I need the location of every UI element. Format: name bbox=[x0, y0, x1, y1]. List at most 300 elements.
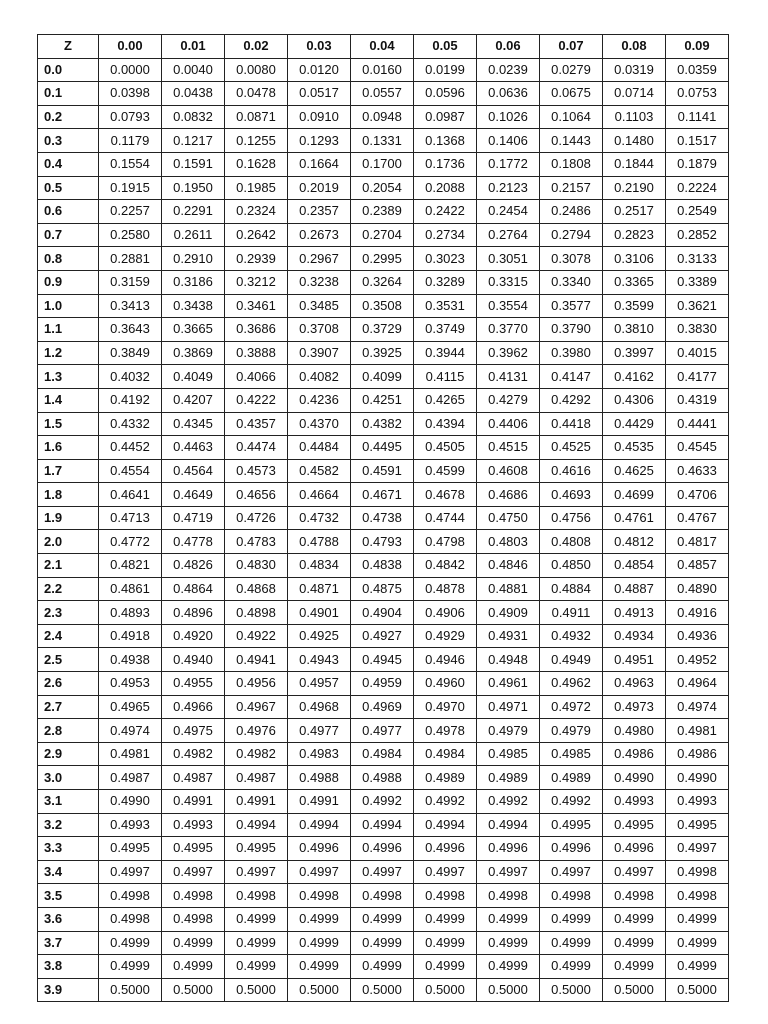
table-cell: 0.4505 bbox=[414, 436, 477, 460]
table-cell: 0.1179 bbox=[99, 129, 162, 153]
table-cell: 0.2123 bbox=[477, 176, 540, 200]
table-cell: 0.4706 bbox=[666, 483, 729, 507]
table-cell: 0.4896 bbox=[162, 601, 225, 625]
table-cell: 0.3051 bbox=[477, 247, 540, 271]
table-row bbox=[38, 247, 729, 271]
table-cell: 0.2019 bbox=[288, 176, 351, 200]
table-row bbox=[38, 978, 729, 1002]
table-cell: 0.4995 bbox=[603, 813, 666, 837]
table-cell: 0.4979 bbox=[540, 719, 603, 743]
table-cell: 0.5000 bbox=[540, 978, 603, 1002]
table-cell: 0.4999 bbox=[351, 955, 414, 979]
table-cell: 0.4370 bbox=[288, 412, 351, 436]
table-cell: 0.2764 bbox=[477, 223, 540, 247]
table-cell: 0.4962 bbox=[540, 672, 603, 696]
table-cell: 0.4998 bbox=[603, 884, 666, 908]
table-row bbox=[38, 907, 729, 931]
table-cell: 0.4616 bbox=[540, 459, 603, 483]
table-cell: 0.4890 bbox=[666, 577, 729, 601]
table-cell: 0.4992 bbox=[540, 790, 603, 814]
table-cell: 0.1700 bbox=[351, 152, 414, 176]
table-cell: 0.4959 bbox=[351, 672, 414, 696]
row-header-z: 1.0 bbox=[38, 294, 99, 318]
table-cell: 0.4932 bbox=[540, 624, 603, 648]
table-cell: 0.4999 bbox=[414, 955, 477, 979]
table-cell: 0.4767 bbox=[666, 506, 729, 530]
table-cell: 0.3186 bbox=[162, 270, 225, 294]
table-cell: 0.0239 bbox=[477, 58, 540, 82]
table-cell: 0.4495 bbox=[351, 436, 414, 460]
table-cell: 0.3554 bbox=[477, 294, 540, 318]
table-cell: 0.4999 bbox=[162, 955, 225, 979]
table-row bbox=[38, 884, 729, 908]
table-cell: 0.3531 bbox=[414, 294, 477, 318]
z-table bbox=[37, 34, 729, 1002]
table-cell: 0.4997 bbox=[99, 860, 162, 884]
table-cell: 0.4893 bbox=[99, 601, 162, 625]
table-cell: 0.4222 bbox=[225, 388, 288, 412]
table-cell: 0.2939 bbox=[225, 247, 288, 271]
row-header-z: 0.8 bbox=[38, 247, 99, 271]
table-cell: 0.4989 bbox=[540, 766, 603, 790]
table-header bbox=[38, 35, 729, 59]
table-cell: 0.4991 bbox=[162, 790, 225, 814]
row-header-z: 0.1 bbox=[38, 82, 99, 106]
table-cell: 0.0040 bbox=[162, 58, 225, 82]
table-cell: 0.2794 bbox=[540, 223, 603, 247]
table-cell: 0.4965 bbox=[99, 695, 162, 719]
table-cell: 0.0279 bbox=[540, 58, 603, 82]
table-cell: 0.1517 bbox=[666, 129, 729, 153]
table-cell: 0.2291 bbox=[162, 200, 225, 224]
table-cell: 0.4846 bbox=[477, 554, 540, 578]
table-cell: 0.1141 bbox=[666, 105, 729, 129]
table-cell: 0.2454 bbox=[477, 200, 540, 224]
column-header: 0.01 bbox=[162, 35, 225, 59]
table-cell: 0.4909 bbox=[477, 601, 540, 625]
table-cell: 0.3461 bbox=[225, 294, 288, 318]
row-header-z: 0.5 bbox=[38, 176, 99, 200]
table-cell: 0.4418 bbox=[540, 412, 603, 436]
header-row bbox=[38, 35, 729, 59]
table-cell: 0.4842 bbox=[414, 554, 477, 578]
table-cell: 0.4999 bbox=[225, 907, 288, 931]
table-cell: 0.4525 bbox=[540, 436, 603, 460]
table-cell: 0.5000 bbox=[666, 978, 729, 1002]
table-cell: 0.4997 bbox=[162, 860, 225, 884]
table-row bbox=[38, 648, 729, 672]
table-cell: 0.5000 bbox=[225, 978, 288, 1002]
row-header-z: 2.5 bbox=[38, 648, 99, 672]
table-cell: 0.4649 bbox=[162, 483, 225, 507]
table-cell: 0.4032 bbox=[99, 365, 162, 389]
table-row bbox=[38, 931, 729, 955]
table-cell: 0.0871 bbox=[225, 105, 288, 129]
table-cell: 0.4998 bbox=[477, 884, 540, 908]
table-cell: 0.3413 bbox=[99, 294, 162, 318]
table-cell: 0.4798 bbox=[414, 530, 477, 554]
table-cell: 0.5000 bbox=[162, 978, 225, 1002]
table-row bbox=[38, 294, 729, 318]
table-cell: 0.4984 bbox=[414, 742, 477, 766]
table-cell: 0.3997 bbox=[603, 341, 666, 365]
row-header-z: 2.8 bbox=[38, 719, 99, 743]
table-cell: 0.4949 bbox=[540, 648, 603, 672]
table-row bbox=[38, 436, 729, 460]
table-cell: 0.4049 bbox=[162, 365, 225, 389]
table-cell: 0.2088 bbox=[414, 176, 477, 200]
table-row bbox=[38, 837, 729, 861]
table-cell: 0.0160 bbox=[351, 58, 414, 82]
table-cell: 0.4922 bbox=[225, 624, 288, 648]
table-cell: 0.5000 bbox=[351, 978, 414, 1002]
table-cell: 0.2704 bbox=[351, 223, 414, 247]
column-header: 0.08 bbox=[603, 35, 666, 59]
table-cell: 0.4979 bbox=[477, 719, 540, 743]
table-cell: 0.4474 bbox=[225, 436, 288, 460]
table-cell: 0.4207 bbox=[162, 388, 225, 412]
table-cell: 0.4192 bbox=[99, 388, 162, 412]
table-cell: 0.2642 bbox=[225, 223, 288, 247]
table-cell: 0.4441 bbox=[666, 412, 729, 436]
table-cell: 0.0987 bbox=[414, 105, 477, 129]
row-header-z: 3.7 bbox=[38, 931, 99, 955]
table-cell: 0.4968 bbox=[288, 695, 351, 719]
table-cell: 0.3643 bbox=[99, 318, 162, 342]
table-cell: 0.4382 bbox=[351, 412, 414, 436]
table-cell: 0.4850 bbox=[540, 554, 603, 578]
table-cell: 0.4854 bbox=[603, 554, 666, 578]
table-cell: 0.3106 bbox=[603, 247, 666, 271]
table-cell: 0.4699 bbox=[603, 483, 666, 507]
table-row bbox=[38, 365, 729, 389]
table-row bbox=[38, 318, 729, 342]
table-cell: 0.4967 bbox=[225, 695, 288, 719]
table-cell: 0.3599 bbox=[603, 294, 666, 318]
table-cell: 0.2389 bbox=[351, 200, 414, 224]
table-row bbox=[38, 601, 729, 625]
row-header-z: 3.0 bbox=[38, 766, 99, 790]
table-cell: 0.4452 bbox=[99, 436, 162, 460]
table-cell: 0.4999 bbox=[99, 931, 162, 955]
table-cell: 0.4999 bbox=[540, 907, 603, 931]
column-header-z: Z bbox=[38, 35, 99, 59]
table-cell: 0.4998 bbox=[162, 884, 225, 908]
table-cell: 0.4999 bbox=[540, 955, 603, 979]
table-cell: 0.4981 bbox=[99, 742, 162, 766]
table-cell: 0.4999 bbox=[666, 931, 729, 955]
table-cell: 0.4641 bbox=[99, 483, 162, 507]
table-cell: 0.4999 bbox=[603, 931, 666, 955]
table-cell: 0.4980 bbox=[603, 719, 666, 743]
table-cell: 0.4999 bbox=[666, 955, 729, 979]
table-cell: 0.3159 bbox=[99, 270, 162, 294]
table-cell: 0.3078 bbox=[540, 247, 603, 271]
table-row bbox=[38, 790, 729, 814]
table-cell: 0.3849 bbox=[99, 341, 162, 365]
table-cell: 0.4686 bbox=[477, 483, 540, 507]
table-cell: 0.3810 bbox=[603, 318, 666, 342]
table-cell: 0.4977 bbox=[288, 719, 351, 743]
table-cell: 0.4940 bbox=[162, 648, 225, 672]
row-header-z: 0.2 bbox=[38, 105, 99, 129]
table-cell: 0.4744 bbox=[414, 506, 477, 530]
table-cell: 0.4992 bbox=[351, 790, 414, 814]
table-cell: 0.4999 bbox=[225, 955, 288, 979]
table-cell: 0.4884 bbox=[540, 577, 603, 601]
table-cell: 0.3133 bbox=[666, 247, 729, 271]
row-header-z: 3.8 bbox=[38, 955, 99, 979]
table-cell: 0.5000 bbox=[477, 978, 540, 1002]
table-cell: 0.2224 bbox=[666, 176, 729, 200]
table-cell: 0.4925 bbox=[288, 624, 351, 648]
table-cell: 0.4999 bbox=[288, 931, 351, 955]
table-cell: 0.4946 bbox=[414, 648, 477, 672]
table-cell: 0.4995 bbox=[162, 837, 225, 861]
table-cell: 0.4838 bbox=[351, 554, 414, 578]
table-cell: 0.4989 bbox=[477, 766, 540, 790]
table-cell: 0.1103 bbox=[603, 105, 666, 129]
table-cell: 0.1293 bbox=[288, 129, 351, 153]
table-cell: 0.4582 bbox=[288, 459, 351, 483]
table-cell: 0.4750 bbox=[477, 506, 540, 530]
table-cell: 0.4985 bbox=[540, 742, 603, 766]
table-cell: 0.4997 bbox=[225, 860, 288, 884]
table-cell: 0.4999 bbox=[288, 955, 351, 979]
table-cell: 0.0557 bbox=[351, 82, 414, 106]
table-cell: 0.3944 bbox=[414, 341, 477, 365]
table-cell: 0.4693 bbox=[540, 483, 603, 507]
table-row bbox=[38, 58, 729, 82]
row-header-z: 2.9 bbox=[38, 742, 99, 766]
table-cell: 0.2967 bbox=[288, 247, 351, 271]
table-row bbox=[38, 577, 729, 601]
table-cell: 0.0120 bbox=[288, 58, 351, 82]
table-cell: 0.4999 bbox=[603, 955, 666, 979]
table-row bbox=[38, 554, 729, 578]
table-cell: 0.4573 bbox=[225, 459, 288, 483]
row-header-z: 3.2 bbox=[38, 813, 99, 837]
row-header-z: 0.0 bbox=[38, 58, 99, 82]
table-cell: 0.4066 bbox=[225, 365, 288, 389]
table-cell: 0.4484 bbox=[288, 436, 351, 460]
table-row bbox=[38, 813, 729, 837]
row-header-z: 0.6 bbox=[38, 200, 99, 224]
table-cell: 0.4956 bbox=[225, 672, 288, 696]
table-cell: 0.4599 bbox=[414, 459, 477, 483]
table-row bbox=[38, 506, 729, 530]
row-header-z: 1.9 bbox=[38, 506, 99, 530]
table-cell: 0.1879 bbox=[666, 152, 729, 176]
table-cell: 0.1026 bbox=[477, 105, 540, 129]
table-cell: 0.2422 bbox=[414, 200, 477, 224]
table-cell: 0.2734 bbox=[414, 223, 477, 247]
table-cell: 0.4656 bbox=[225, 483, 288, 507]
table-cell: 0.4973 bbox=[603, 695, 666, 719]
table-cell: 0.4082 bbox=[288, 365, 351, 389]
table-cell: 0.4830 bbox=[225, 554, 288, 578]
table-cell: 0.4871 bbox=[288, 577, 351, 601]
table-cell: 0.3621 bbox=[666, 294, 729, 318]
table-cell: 0.3238 bbox=[288, 270, 351, 294]
table-cell: 0.2324 bbox=[225, 200, 288, 224]
table-cell: 0.4981 bbox=[666, 719, 729, 743]
table-cell: 0.4999 bbox=[414, 931, 477, 955]
table-cell: 0.1331 bbox=[351, 129, 414, 153]
table-cell: 0.4964 bbox=[666, 672, 729, 696]
row-header-z: 2.1 bbox=[38, 554, 99, 578]
table-cell: 0.4898 bbox=[225, 601, 288, 625]
table-cell: 0.4319 bbox=[666, 388, 729, 412]
table-cell: 0.4938 bbox=[99, 648, 162, 672]
table-cell: 0.4998 bbox=[666, 860, 729, 884]
table-cell: 0.1217 bbox=[162, 129, 225, 153]
table-cell: 0.4999 bbox=[225, 931, 288, 955]
table-row bbox=[38, 200, 729, 224]
table-cell: 0.4918 bbox=[99, 624, 162, 648]
table-cell: 0.0596 bbox=[414, 82, 477, 106]
table-cell: 0.4756 bbox=[540, 506, 603, 530]
table-cell: 0.4982 bbox=[162, 742, 225, 766]
row-header-z: 1.5 bbox=[38, 412, 99, 436]
table-cell: 0.4994 bbox=[225, 813, 288, 837]
table-row bbox=[38, 82, 729, 106]
table-cell: 0.4719 bbox=[162, 506, 225, 530]
table-cell: 0.4999 bbox=[540, 931, 603, 955]
table-cell: 0.4826 bbox=[162, 554, 225, 578]
table-cell: 0.4906 bbox=[414, 601, 477, 625]
table-cell: 0.4960 bbox=[414, 672, 477, 696]
table-cell: 0.4999 bbox=[288, 907, 351, 931]
table-cell: 0.4999 bbox=[351, 907, 414, 931]
row-header-z: 0.7 bbox=[38, 223, 99, 247]
table-cell: 0.4945 bbox=[351, 648, 414, 672]
table-cell: 0.4998 bbox=[225, 884, 288, 908]
table-row bbox=[38, 530, 729, 554]
table-cell: 0.4975 bbox=[162, 719, 225, 743]
table-cell: 0.4996 bbox=[351, 837, 414, 861]
table-cell: 0.5000 bbox=[414, 978, 477, 1002]
table-cell: 0.4292 bbox=[540, 388, 603, 412]
table-cell: 0.4986 bbox=[603, 742, 666, 766]
table-cell: 0.4969 bbox=[351, 695, 414, 719]
table-cell: 0.4998 bbox=[99, 907, 162, 931]
table-cell: 0.4972 bbox=[540, 695, 603, 719]
table-cell: 0.0948 bbox=[351, 105, 414, 129]
table-cell: 0.4995 bbox=[99, 837, 162, 861]
table-body bbox=[38, 58, 729, 1002]
table-cell: 0.4857 bbox=[666, 554, 729, 578]
table-row bbox=[38, 105, 729, 129]
table-cell: 0.0398 bbox=[99, 82, 162, 106]
table-cell: 0.2054 bbox=[351, 176, 414, 200]
table-cell: 0.4999 bbox=[477, 907, 540, 931]
table-cell: 0.4279 bbox=[477, 388, 540, 412]
table-cell: 0.4099 bbox=[351, 365, 414, 389]
table-cell: 0.4713 bbox=[99, 506, 162, 530]
column-header: 0.06 bbox=[477, 35, 540, 59]
row-header-z: 2.2 bbox=[38, 577, 99, 601]
table-row bbox=[38, 766, 729, 790]
row-header-z: 2.7 bbox=[38, 695, 99, 719]
table-cell: 0.4994 bbox=[351, 813, 414, 837]
table-cell: 0.3869 bbox=[162, 341, 225, 365]
table-cell: 0.2881 bbox=[99, 247, 162, 271]
table-cell: 0.1950 bbox=[162, 176, 225, 200]
table-cell: 0.4996 bbox=[414, 837, 477, 861]
table-cell: 0.4993 bbox=[666, 790, 729, 814]
table-cell: 0.4996 bbox=[603, 837, 666, 861]
table-cell: 0.2190 bbox=[603, 176, 666, 200]
table-cell: 0.2673 bbox=[288, 223, 351, 247]
table-cell: 0.4131 bbox=[477, 365, 540, 389]
table-cell: 0.4987 bbox=[162, 766, 225, 790]
table-cell: 0.4993 bbox=[162, 813, 225, 837]
table-cell: 0.3023 bbox=[414, 247, 477, 271]
table-cell: 0.4999 bbox=[477, 931, 540, 955]
table-cell: 0.3925 bbox=[351, 341, 414, 365]
table-cell: 0.4985 bbox=[477, 742, 540, 766]
table-cell: 0.4974 bbox=[666, 695, 729, 719]
row-header-z: 1.2 bbox=[38, 341, 99, 365]
table-cell: 0.3708 bbox=[288, 318, 351, 342]
table-cell: 0.5000 bbox=[288, 978, 351, 1002]
table-cell: 0.4834 bbox=[288, 554, 351, 578]
table-cell: 0.0359 bbox=[666, 58, 729, 82]
row-header-z: 3.1 bbox=[38, 790, 99, 814]
table-cell: 0.4726 bbox=[225, 506, 288, 530]
table-cell: 0.2611 bbox=[162, 223, 225, 247]
row-header-z: 2.3 bbox=[38, 601, 99, 625]
row-header-z: 3.9 bbox=[38, 978, 99, 1002]
table-cell: 0.4929 bbox=[414, 624, 477, 648]
table-cell: 0.4177 bbox=[666, 365, 729, 389]
table-cell: 0.4961 bbox=[477, 672, 540, 696]
table-cell: 0.1480 bbox=[603, 129, 666, 153]
row-header-z: 1.1 bbox=[38, 318, 99, 342]
table-cell: 0.4990 bbox=[99, 790, 162, 814]
table-cell: 0.1554 bbox=[99, 152, 162, 176]
table-cell: 0.4990 bbox=[666, 766, 729, 790]
table-cell: 0.4115 bbox=[414, 365, 477, 389]
table-cell: 0.4808 bbox=[540, 530, 603, 554]
table-cell: 0.4901 bbox=[288, 601, 351, 625]
column-header: 0.05 bbox=[414, 35, 477, 59]
table-row bbox=[38, 860, 729, 884]
table-cell: 0.4564 bbox=[162, 459, 225, 483]
table-cell: 0.4306 bbox=[603, 388, 666, 412]
table-cell: 0.4545 bbox=[666, 436, 729, 460]
table-cell: 0.4772 bbox=[99, 530, 162, 554]
table-cell: 0.0199 bbox=[414, 58, 477, 82]
table-cell: 0.1844 bbox=[603, 152, 666, 176]
table-cell: 0.4778 bbox=[162, 530, 225, 554]
table-cell: 0.4916 bbox=[666, 601, 729, 625]
table-cell: 0.4994 bbox=[288, 813, 351, 837]
table-cell: 0.4265 bbox=[414, 388, 477, 412]
table-row bbox=[38, 719, 729, 743]
table-cell: 0.3790 bbox=[540, 318, 603, 342]
table-cell: 0.4997 bbox=[603, 860, 666, 884]
row-header-z: 0.4 bbox=[38, 152, 99, 176]
table-cell: 0.4793 bbox=[351, 530, 414, 554]
table-cell: 0.4345 bbox=[162, 412, 225, 436]
table-cell: 0.3289 bbox=[414, 270, 477, 294]
table-cell: 0.3264 bbox=[351, 270, 414, 294]
table-cell: 0.4974 bbox=[99, 719, 162, 743]
row-header-z: 3.3 bbox=[38, 837, 99, 861]
table-cell: 0.4934 bbox=[603, 624, 666, 648]
